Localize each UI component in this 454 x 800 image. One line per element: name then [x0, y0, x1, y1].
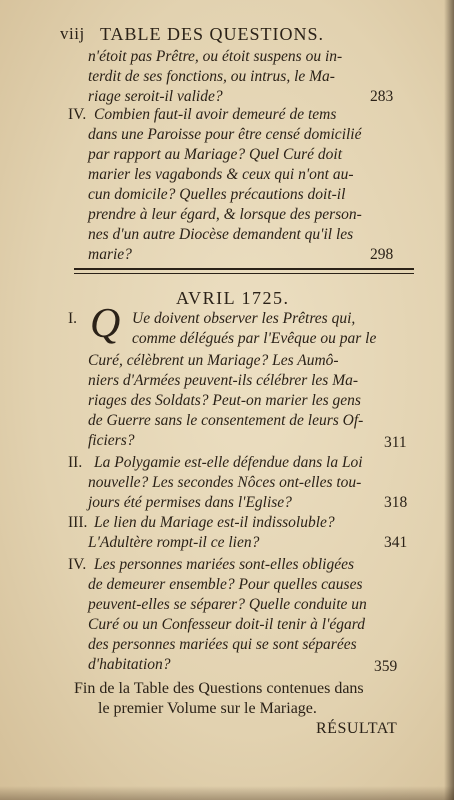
avril-q1-line: riages des Soldats? Peut-on marier les gens: [88, 392, 361, 409]
avril-q2-line: nouvelle? Les secondes Nôces ont-elles tou-: [88, 474, 362, 491]
avril-q3-line: Le lien du Mariage est-il indissoluble?: [94, 514, 335, 531]
q4-line: Combien faut-il avoir demeuré de tems: [94, 106, 337, 123]
page-bottom-shadow: [0, 786, 454, 800]
avril-q4-line: Les personnes mariées sont-elles obligées: [94, 556, 355, 573]
q3-cont-line: terdit de ses fonctions, ou intrus, le Ma-: [88, 68, 335, 85]
catchword: RÉSULTAT: [316, 720, 398, 737]
q3-cont-line: n'étoit pas Prêtre, ou étoit suspens ou in-: [88, 48, 343, 65]
question-numeral: IV.: [68, 106, 87, 123]
page-reference: 318: [384, 494, 408, 511]
avril-q4-line: Curé ou un Confesseur doit-il tenir à l'égard: [88, 616, 365, 633]
section-rule: [74, 268, 414, 270]
section-rule-thin: [74, 273, 414, 274]
avril-q1-line: niers d'Armées peuvent-ils célébrer les Ma-: [88, 372, 359, 389]
page-reference: 359: [374, 658, 398, 675]
q4-line: dans une Paroisse pour être censé domicilié: [88, 126, 362, 143]
avril-q2-line: jours été permises dans l'Eglise?: [88, 494, 292, 511]
question-numeral: IV.: [68, 556, 87, 573]
running-header: [60, 24, 390, 44]
avril-q1-line: Ue doivent observer les Prêtres qui,: [132, 310, 356, 327]
q4-line: prendre à leur égard, & lorsque des person-: [88, 206, 362, 223]
month-heading: AVRIL 1725.: [176, 288, 290, 308]
drop-cap: Q: [90, 301, 121, 347]
page-reference: 298: [370, 246, 394, 263]
page-number: viij: [60, 24, 85, 43]
avril-q1-line: de Guerre sans le consentement de leurs Of-: [88, 412, 364, 429]
closing-line: le premier Volume sur le Mariage.: [98, 700, 317, 717]
page-reference: 341: [384, 534, 408, 551]
page-edge-shadow: [444, 0, 454, 800]
question-numeral: III.: [68, 514, 88, 531]
running-title: TABLE DES QUESTIONS.: [100, 24, 325, 44]
page-reference: 311: [384, 434, 407, 451]
avril-q1-line: ficiers?: [88, 432, 135, 449]
q4-line: par rapport au Mariage? Quel Curé doit: [88, 146, 343, 163]
page-reference: 283: [370, 88, 394, 105]
avril-q4-line: des personnes mariées qui se sont séparées: [88, 636, 357, 653]
avril-q3-line: L'Adultère rompt-il ce lien?: [88, 534, 260, 551]
q4-line: cun domicile? Quelles précautions doit-il: [88, 186, 346, 203]
avril-q1-line: Curé, célèbrent un Mariage? Les Aumô-: [88, 352, 339, 369]
avril-q4-line: d'habitation?: [88, 656, 171, 673]
closing-line: Fin de la Table des Questions contenues dans: [74, 680, 364, 697]
q3-cont-line: riage seroit-il valide?: [88, 88, 223, 105]
avril-q1-line: comme délégués par l'Evêque ou par le: [132, 330, 377, 347]
q4-line: marier les vagabonds & ceux qui n'ont au-: [88, 166, 354, 183]
avril-q2-line: La Polygamie est-elle défendue dans la Loi: [94, 454, 363, 471]
question-numeral: II.: [68, 454, 83, 471]
q4-line: marie?: [88, 246, 132, 263]
avril-q4-line: de demeurer ensemble? Pour quelles causes: [88, 576, 363, 593]
question-numeral: I.: [68, 310, 78, 327]
q4-line: nes d'un autre Diocèse demandent qu'il les: [88, 226, 354, 243]
avril-q4-line: peuvent-elles se séparer? Quelle conduite un: [88, 596, 367, 613]
